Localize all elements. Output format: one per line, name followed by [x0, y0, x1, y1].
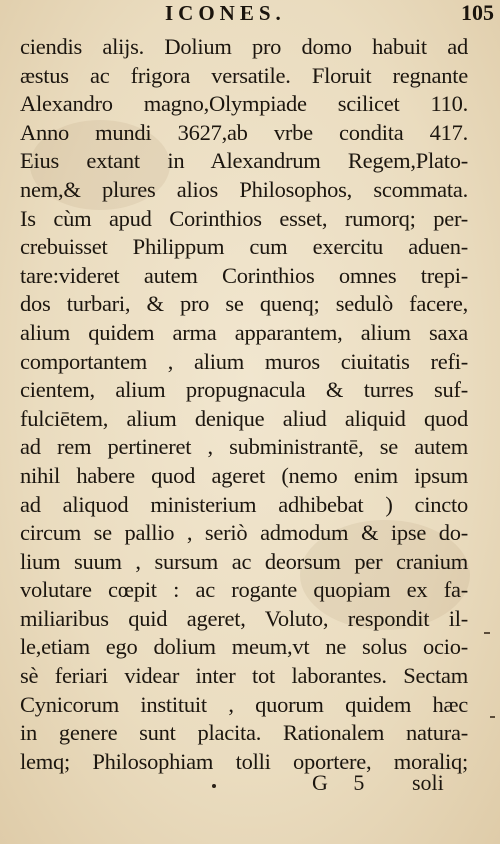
- text-line: Anno mundi 3627,ab vrbe condita 417.: [20, 119, 468, 145]
- text-line: fulciētem, alium denique aliud aliquid quod: [20, 405, 468, 431]
- text-line: ciendis alijs. Dolium pro domo habuit ad: [20, 34, 468, 59]
- text-line: Cynicorum instituit , quorum quidem hæc: [20, 691, 468, 717]
- text-line: in genere sunt placita. Rationalem natura-: [20, 720, 468, 746]
- text-line: Alexandro magno,Olympiade scilicet 110.: [20, 91, 468, 117]
- margin-tick: [490, 716, 495, 718]
- text-line: tare:videret autem Corinthios omnes trepi-: [20, 262, 468, 288]
- text-line: lium suum , sursum ac deorsum per cranium: [20, 548, 468, 574]
- text-line: Is cùm apud Corinthios esset, rumorq; per-: [20, 205, 468, 231]
- text-line: alium quidem arma apparantem, alium saxa: [20, 319, 468, 345]
- ink-dot: [212, 784, 216, 788]
- text-line: ad rem pertineret , subministrantē, se autem: [20, 434, 468, 460]
- running-head-title: ICONES.: [165, 1, 286, 25]
- text-line: crebuisset Philippum cum exercitu aduen-: [20, 234, 468, 260]
- text-line: nihil habere quod ageret (nemo enim ipsum: [20, 462, 468, 488]
- page-footer: [0, 770, 500, 800]
- text-line: ad aliquod ministerium adhibebat ) cincto: [20, 491, 468, 517]
- text-line: nem,& plures alios Philosophos, scommata.: [20, 176, 468, 202]
- text-line: sè feriari videar inter tot laborantes. Sectam: [20, 663, 468, 689]
- catchword: soli: [412, 770, 444, 795]
- text-line: dos turbari, & pro se quenq; sedulò facere,: [20, 291, 468, 317]
- text-line: comportantem , alium muros ciuitatis refi-: [20, 348, 468, 374]
- text-line: æstus ac frigora versatile. Floruit regnante: [20, 62, 468, 88]
- text-line: miliaribus quid ageret, Voluto, respondit il-: [20, 605, 468, 631]
- text-line: le,etiam ego dolium meum,vt ne solus ocio-: [20, 634, 468, 660]
- signature-mark: G 5: [312, 770, 375, 795]
- body-text: [20, 33, 468, 776]
- running-head: [0, 0, 500, 30]
- text-line: lemq; Philosophiam tolli oportere, moraliq;: [20, 748, 468, 774]
- text-line: volutare cœpit : ac rogante quopiam ex fa-: [20, 577, 468, 603]
- page-number: 105: [461, 0, 494, 25]
- text-line: cientem, alium propugnacula & turres suf-: [20, 377, 468, 403]
- text-line: Eius extant in Alexandrum Regem,Plato-: [20, 148, 468, 174]
- text-line: circum se pallio , seriò admodum & ipse do-: [20, 520, 468, 546]
- margin-tick: [484, 632, 490, 634]
